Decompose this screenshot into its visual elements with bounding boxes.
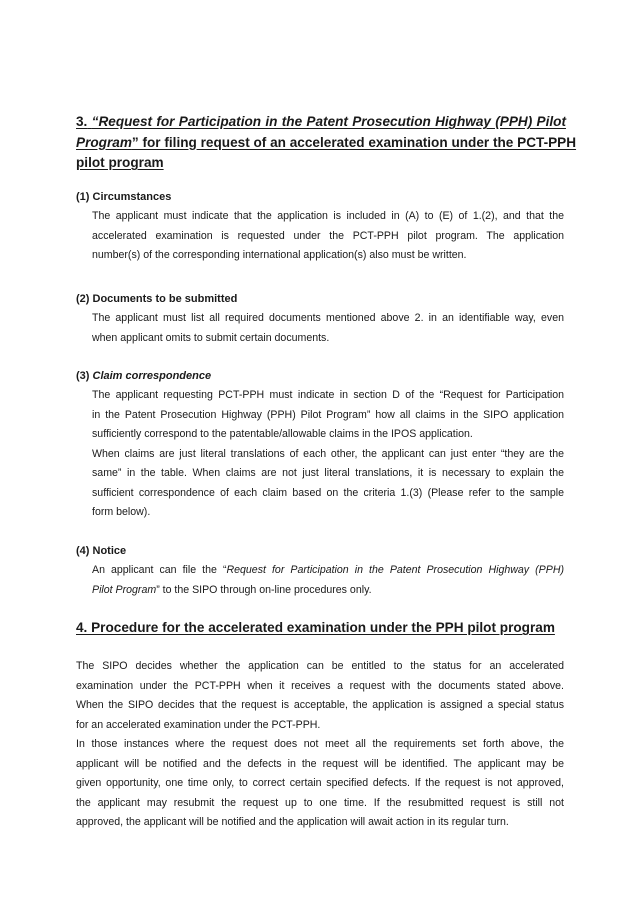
subsection-1-paragraph: The applicant must indicate that the application is included in (A) to (E) of 1.(2), and that the accelerated examination is requested under the PCT-PPH pilot program. The application number(s) of the corresponding international application(s) also must be written. — [92, 210, 564, 261]
subsection-2-heading: (2) Documents to be submitted — [76, 293, 238, 305]
subsection-3-paragraph: The applicant requesting PCT-PPH must indicate in section D of the “Request for Participation in the Patent Prosecution Highway (PPH) Pilot Program” how all claims in the SIPO application sufficiently correspond to the patentable/allowable claims in the IPOS application. When claims are just literal translations of each other, the applicant can just enter “they are the same” in the table. When claims are not just literal translations, it is necessary to explain the sufficient correspondence of each claim based on the criteria 1.(3) (Please refer to the sample form below). — [92, 389, 564, 518]
subsection-4-heading: (4) Notice — [76, 545, 127, 557]
subsection-4-paragraph: An applicant can file the “Request for Participation in the Patent Prosecution Highway (PPH) Pilot Program” to the SIPO through on-line procedures only. — [92, 564, 564, 596]
subsection-3-heading: (3) Claim correspondence — [76, 370, 212, 382]
section-3-heading — [76, 112, 577, 174]
subsection-1-heading: (1) Circumstances — [76, 191, 172, 203]
section-4-heading: 4. Procedure for the accelerated examination under the PPH pilot program — [76, 620, 555, 635]
subsection-2-paragraph: The applicant must list all required documents mentioned above 2. in an identifiable way, even when applicant omits to submit certain documents. — [92, 312, 564, 344]
section-3-heading-line-3: pilot program — [76, 155, 164, 170]
section-3-heading-line-2: Program” for filing request of an accelerated examination under the PCT-PPH — [76, 134, 577, 150]
section-4-paragraph: The SIPO decides whether the application can be entitled to the status for an accelerated examination under the PCT-PPH when it receives a request with the documents stated above. When the SIPO decides that the request is acceptable, the application is assigned a special status for an accelerated examination under the PCT-PPH. In those instances where the request does not meet all the requirements set forth above, the applicant will be notified and the defects in the request will be identified. The applicant may be given opportunity, one time only, to correct certain specified defects. If the request is not approved, the applicant may resubmit the request up to one time. If the resubmitted request is still not approved, the applicant will be notified and the application will await action in its regular turn. — [76, 660, 564, 828]
section-3-heading-line-1: 3. “Request for Participation in the Patent Prosecution Highway (PPH) Pilot — [76, 114, 567, 129]
